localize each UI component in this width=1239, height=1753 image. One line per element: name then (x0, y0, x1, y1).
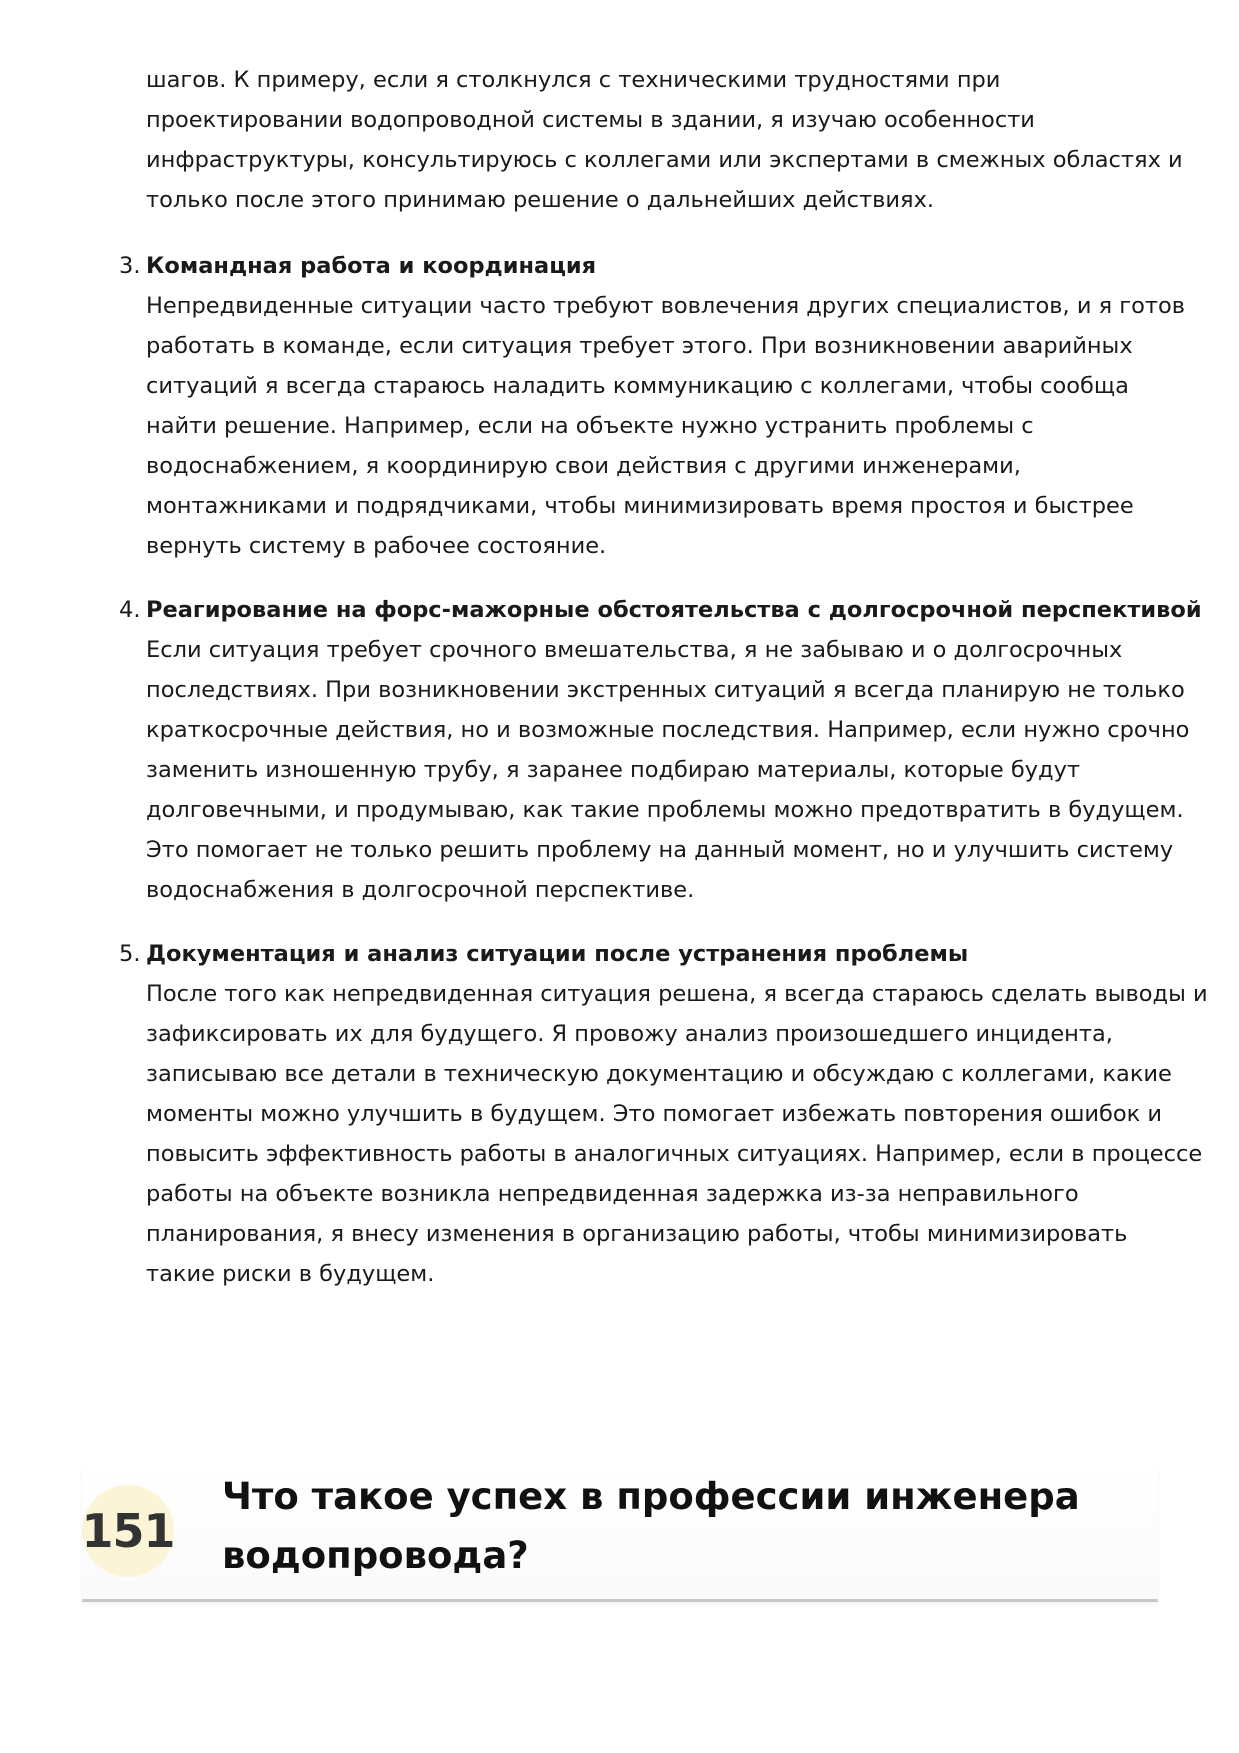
intro-line: шагов. К примеру, если я столкнулся с техническими трудностями при (146, 67, 1001, 93)
item-line: ситуаций я всегда стараюсь наладить коммуникацию с коллегами, чтобы сообща (146, 373, 1129, 399)
item-title: Реагирование на форс-мажорные обстоятельства с долгосрочной перспективой (146, 597, 1202, 623)
question-title-line: водопровода? (222, 1534, 529, 1577)
item-line: Непредвиденные ситуации часто требуют вовлечения других специалистов, и я готов (146, 293, 1186, 319)
item-title: Командная работа и координация (146, 253, 597, 279)
item-line: найти решение. Например, если на объекте нужно устранить проблемы с (146, 413, 1034, 439)
item-line: планирования, я внесу изменения в организацию работы, чтобы минимизировать (146, 1221, 1128, 1247)
intro-line: только после этого принимаю решение о дальнейших действиях. (146, 187, 935, 213)
item-line: последствиях. При возникновении экстренных ситуаций я всегда планирую не только (146, 677, 1185, 703)
question-number-badge: 151 (82, 1485, 174, 1577)
item-line: работать в команде, если ситуация требует этого. При возникновении аварийных (146, 333, 1133, 359)
item-number: 5. (119, 941, 141, 967)
item-title: Документация и анализ ситуации после устранения проблемы (146, 941, 969, 967)
item-line: такие риски в будущем. (146, 1261, 435, 1287)
item-line: водоснабжением, я координирую свои действия с другими инженерами, (146, 453, 1021, 479)
question-title (222, 1467, 1122, 1585)
item-line: монтажниками и подрядчиками, чтобы минимизировать время простоя и быстрее (146, 493, 1134, 519)
list-item-3 (119, 246, 1186, 566)
item-line: зафиксировать их для будущего. Я провожу анализ произошедшего инцидента, (146, 1021, 1113, 1047)
item-line: вернуть систему в рабочее состояние. (146, 533, 607, 559)
item-line: моменты можно улучшить в будущем. Это помогает избежать повторения ошибок и (146, 1101, 1163, 1127)
intro-line: инфраструктуры, консультируюсь с коллегами или экспертами в смежных областях и (146, 147, 1183, 173)
item-line: долговечными, и продумываю, как такие проблемы можно предотвратить в будущем. (146, 797, 1184, 823)
item-line: Это помогает не только решить проблему на данный момент, но и улучшить систему (146, 837, 1174, 863)
item-line: записываю все детали в техническую документацию и обсуждаю с коллегами, какие (146, 1061, 1172, 1087)
item-line: заменить изношенную трубу, я заранее подбираю материалы, которые будут (146, 757, 1080, 783)
item-line: работы на объекте возникла непредвиденная задержка из-за неправильного (146, 1181, 1079, 1207)
item-number: 4. (119, 597, 141, 623)
intro-paragraph (146, 60, 1183, 220)
item-number: 3. (119, 253, 141, 279)
item-line: краткосрочные действия, но и возможные последствия. Например, если нужно срочно (146, 717, 1190, 743)
list-item-5 (119, 934, 1208, 1294)
item-line: водоснабжения в долгосрочной перспективе. (146, 877, 695, 903)
intro-line: проектировании водопроводной системы в здании, я изучаю особенности (146, 107, 1035, 133)
item-line: Если ситуация требует срочного вмешательства, я не забываю и о долгосрочных (146, 637, 1123, 663)
item-line: После того как непредвиденная ситуация решена, я всегда стараюсь сделать выводы и (146, 981, 1208, 1007)
question-title-line: Что такое успех в профессии инженера (222, 1475, 1080, 1518)
item-line: повысить эффективность работы в аналогичных ситуациях. Например, если в процессе (146, 1141, 1203, 1167)
question-header (82, 1467, 1158, 1602)
list-item-4 (119, 590, 1202, 910)
